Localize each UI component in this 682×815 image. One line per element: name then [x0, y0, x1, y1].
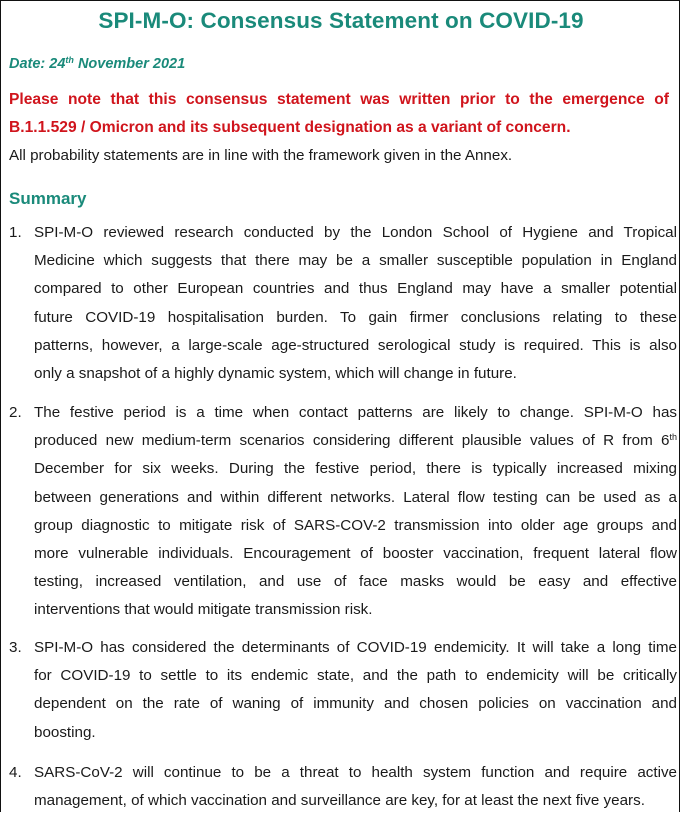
- item-line: SPI-M-O has considered the determinants of COVID-19 endemicity. It will take a long time: [34, 639, 677, 656]
- item-line-with-sup: [34, 427, 677, 455]
- item-line: compared to other European countries and thus England may have a smaller potential: [34, 280, 677, 298]
- annex-statement: All probability statements are in line with the framework given in the Annex.: [9, 147, 513, 164]
- item-text: [34, 399, 677, 625]
- item-number: 2.: [9, 404, 22, 421]
- item-text: [34, 634, 677, 747]
- item-line: December for six weeks. During the festive period, there is typically increased mixing: [34, 460, 677, 478]
- ordinal-sup: th: [669, 432, 677, 443]
- item-number: 1.: [9, 224, 22, 241]
- item-line-text: produced new medium-term scenarios considering different plausible values of R from 6: [34, 432, 670, 450]
- item-line: future COVID-19 hospitalisation burden. To gain firmer conclusions relating to these: [34, 308, 677, 326]
- item-number: 4.: [9, 764, 22, 781]
- item-line: boosting.: [34, 723, 96, 741]
- item-line: for COVID-19 to settle to its endemic state, and the path to endemicity will be critically: [34, 667, 677, 685]
- item-number: 3.: [9, 639, 22, 656]
- item-line: patterns, however, a large-scale age-structured serological study is required. This is also: [34, 336, 677, 354]
- date-prefix: Date: 24: [9, 56, 66, 72]
- item-line: The festive period is a time when contact patterns are likely to change. SPI-M-O has: [34, 404, 677, 421]
- item-line: more vulnerable individuals. Encouragement of booster vaccination, frequent lateral flow: [34, 545, 677, 563]
- item-line: interventions that would mitigate transmission risk.: [34, 601, 373, 619]
- notice-line-1: Please note that this consensus statement was written prior to the emergence of: [9, 91, 669, 108]
- document-date: [9, 56, 185, 72]
- summary-heading: Summary: [9, 189, 87, 208]
- omicron-notice: [9, 86, 669, 142]
- item-line: testing, increased ventilation, and use of face masks would be easy and effective: [34, 573, 677, 591]
- item-line: between generations and within different networks. Lateral flow testing can be used as a: [34, 488, 677, 506]
- date-suffix: November 2021: [73, 56, 186, 72]
- document-title: SPI-M-O: Consensus Statement on COVID-19: [98, 8, 584, 33]
- item-line: management, of which vaccination and surveillance are key, for at least the next five years.: [34, 792, 645, 810]
- item-line: group diagnostic to mitigate risk of SARS-COV-2 transmission into older age groups and: [34, 516, 677, 534]
- date-ordinal: th: [65, 55, 74, 65]
- item-text: [34, 219, 677, 388]
- item-line: Medicine which suggests that there may be a smaller susceptible population in England: [34, 252, 677, 270]
- item-line: SARS-CoV-2 will continue to be a threat to health system function and require active: [34, 764, 677, 781]
- item-line: SPI-M-O reviewed research conducted by the London School of Hygiene and Tropical: [34, 224, 677, 241]
- item-line: only a snapshot of a highly dynamic system, which will change in future.: [34, 365, 517, 383]
- item-text: [34, 759, 677, 815]
- item-line: dependent on the rate of waning of immunity and chosen policies on vaccination and: [34, 695, 677, 713]
- notice-line-2: B.1.1.529 / Omicron and its subsequent designation as a variant of concern.: [9, 119, 571, 136]
